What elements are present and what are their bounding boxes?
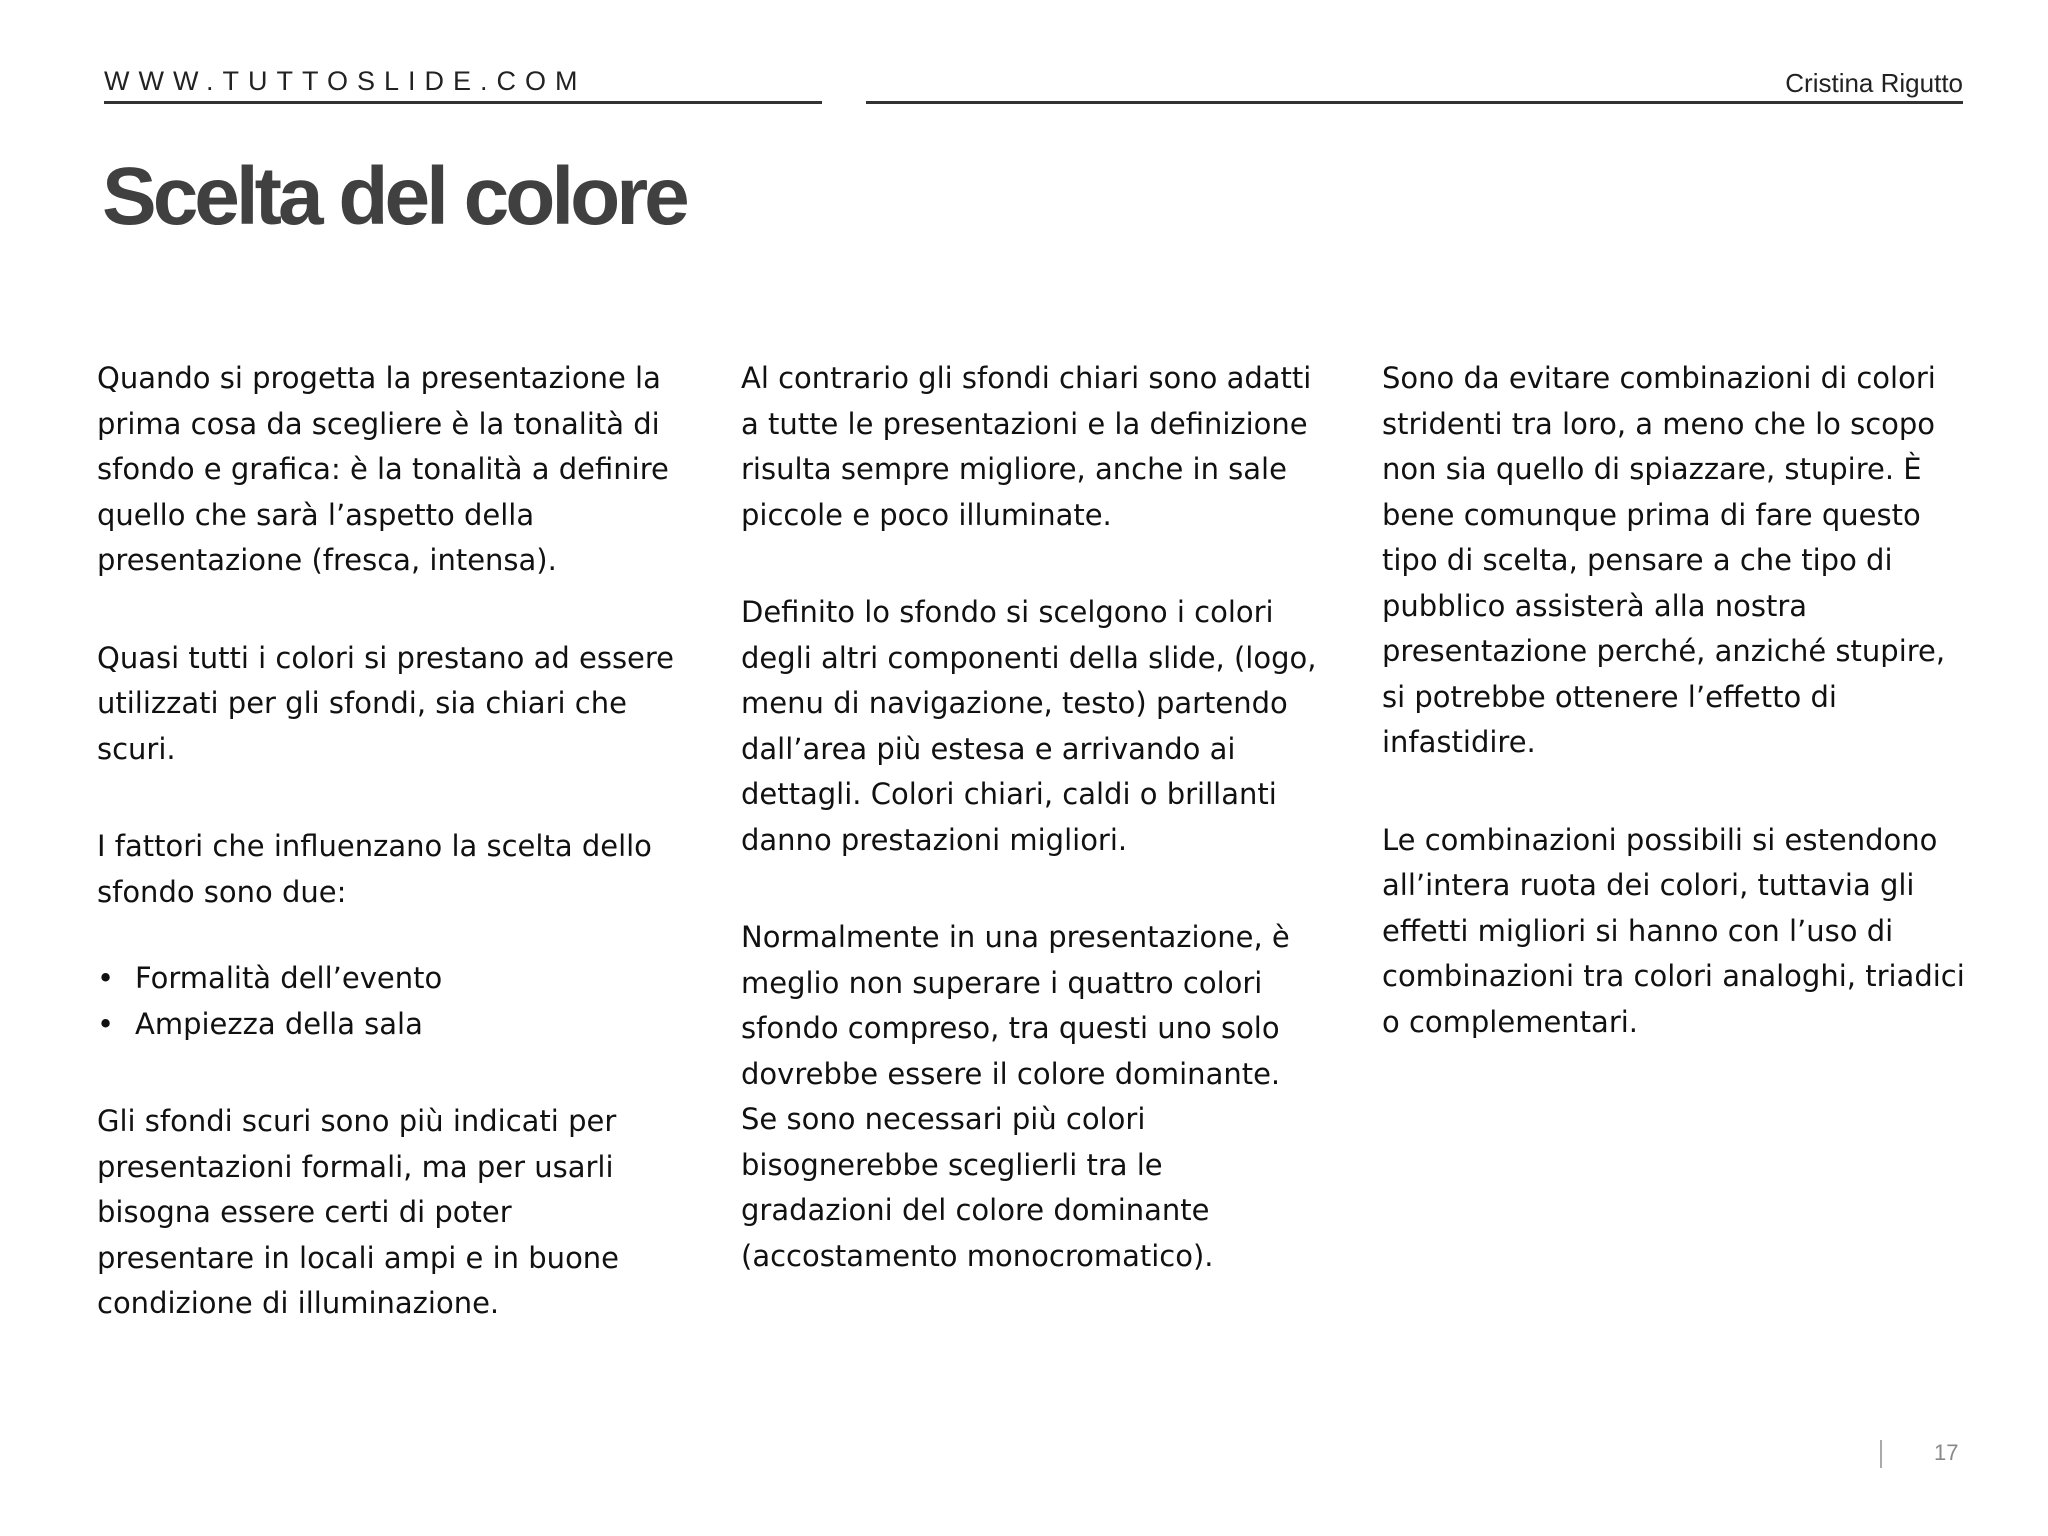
bullet-list [97, 956, 677, 1047]
paragraph: Gli sfondi scuri sono più indicati per presentazioni formali, ma per usarli bisogna essere certi di poter presentare in locali ampi e in buone condizione di illuminazione. [97, 1104, 620, 1320]
column-middle [741, 356, 1321, 1331]
header-rule-left [104, 101, 822, 104]
header-rule-right [866, 101, 1963, 104]
paragraph: Quando si progetta la presentazione la prima cosa da scegliere è la tonalità di sfondo e grafica: è la tonalità a definire quello che sarà l’aspetto della presentazione (fresca, intensa). [97, 361, 669, 577]
paragraph: Sono da evitare combinazioni di colori stridenti tra loro, a meno che lo scopo non sia quello di spiazzare, stupire. È bene comunque prima di fare questo tipo di scelta, pensare a che tipo di pubblico assisterà alla nostra presentazione perché, anziché stupire, si potrebbe ottenere l’effetto di infastidire. [1382, 361, 1946, 759]
paragraph: Definito lo sfondo si scelgono i colori degli altri componenti della slide, (logo, menu di navigazione, testo) partendo dall’area più estesa e arrivando ai dettagli. Colori chiari, caldi o brillanti danno prestazioni migliori. [741, 595, 1317, 857]
page-number-separator [1880, 1440, 1882, 1468]
paragraph: Quasi tutti i colori si prestano ad essere utilizzati per gli sfondi, sia chiari che scuri. [97, 640, 675, 766]
list-item: • Formalità dell’evento [97, 956, 677, 1002]
paragraph: Le combinazioni possibili si estendono all’intera ruota dei colori, tuttavia gli effetti migliori si hanno con l’uso di combinazioni tra colori analoghi, triadici o complementari. [1382, 822, 1965, 1039]
column-right [1382, 356, 1972, 1097]
paragraph: Normalmente in una presentazione, è meglio non superare i quattro colori sfondo compreso, tra questi uno solo dovrebbe essere il colore dominante. Se sono necessari più colori bisognerebbe sceglierli tra le gradazioni del colore dominante (accostamento monocromatico). [741, 920, 1290, 1273]
page-number: 17 [1934, 1440, 1959, 1465]
column-left [97, 356, 677, 1379]
paragraph: I fattori che influenzano la scelta dello sfondo sono due: [97, 829, 652, 909]
paragraph: Al contrario gli sfondi chiari sono adatti a tutte le presentazioni e la definizione risulta sempre migliore, anche in sale piccole e poco illuminate. [741, 361, 1312, 532]
header-site-url: WWW.TUTTOSLIDE.COM [104, 66, 587, 96]
header-author: Cristina Rigutto [1785, 68, 1963, 98]
page-title: Scelta del colore [102, 151, 686, 242]
list-item: • Ampiezza della sala [97, 1002, 677, 1048]
